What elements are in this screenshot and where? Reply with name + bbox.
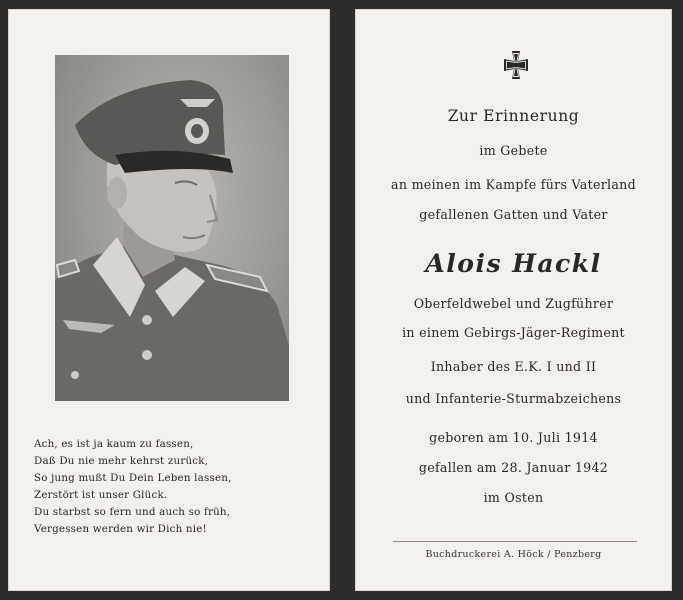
heading-line-1: Zur Erinnerung <box>447 107 580 125</box>
printer-credit: Buchdruckerei A. Höck / Penzberg <box>425 549 602 560</box>
poem-line: Du starbst so fern und auch so früh, <box>34 506 231 518</box>
death-date-line: gefallen am 28. Januar 1942 <box>418 460 609 475</box>
left-card <box>8 9 330 591</box>
deceased-name: Alois Hackl <box>425 249 602 278</box>
place-line: im Osten <box>483 490 544 505</box>
rank-line: Oberfeldwebel und Zugführer <box>413 296 614 311</box>
poem-line: Zerstört ist unser Glück. <box>34 489 168 501</box>
regiment-line: in einem Gebirgs-Jäger-Regiment <box>402 325 625 340</box>
award-line-2: und Infanterie-Sturmabzeichens <box>405 391 622 406</box>
birth-date-line: geboren am 10. Juli 1914 <box>429 430 598 445</box>
award-line-1: Inhaber des E.K. I und II <box>430 359 597 374</box>
dedication-line-1: an meinen im Kampfe fürs Vaterland <box>391 177 636 192</box>
iron-cross-icon <box>500 49 532 81</box>
divider-rule <box>393 541 637 542</box>
poem-line: Ach, es ist ja kaum zu fassen, <box>34 438 194 450</box>
poem-line: Vergessen werden wir Dich nie! <box>34 523 207 535</box>
soldier-portrait-photo <box>55 55 289 401</box>
poem-line: So jung mußt Du Dein Leben lassen, <box>34 472 232 484</box>
right-card <box>355 9 672 591</box>
dedication-line-2: gefallenen Gatten und Vater <box>419 207 608 222</box>
heading-line-2: im Gebete <box>479 143 548 158</box>
poem-line: Daß Du nie mehr kehrst zurück, <box>34 455 209 467</box>
memorial-poem <box>34 436 314 538</box>
